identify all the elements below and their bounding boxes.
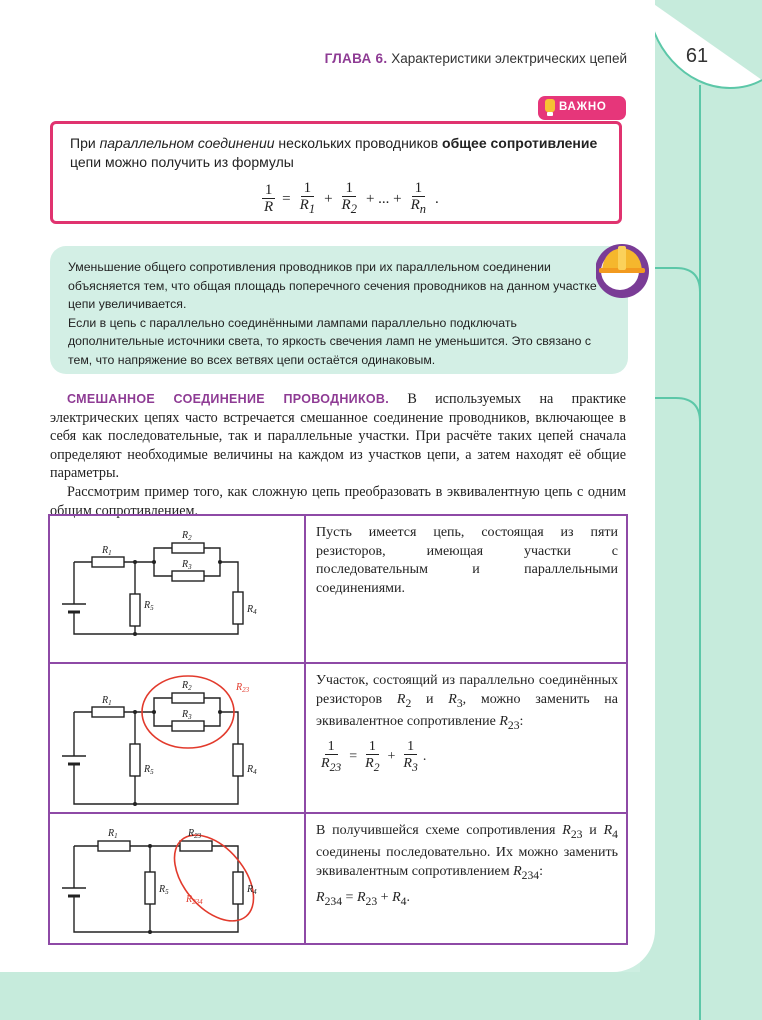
battery-icon [62,756,86,764]
label-r3: $R_3$ [182,559,192,571]
label-r1: $R_1$ [102,695,112,707]
subscript: 23 [365,894,378,908]
label-r3: $R_3$ [182,709,192,721]
symbol: R [499,713,508,729]
subscript: 23 [329,760,342,774]
symbol: R [316,890,325,906]
formula-operator: + [377,890,393,906]
fraction-numerator: 1 [366,739,379,755]
formula-fraction [297,181,318,218]
label-r5: $R_5$ [144,600,154,612]
label-r4: $R_4$ [247,884,257,896]
subscript: 1 [308,201,316,216]
symbol: R [603,823,613,838]
subscript: 2 [405,696,412,710]
formula-operator: = [282,190,291,207]
fraction-denominator: R [365,756,374,772]
info-paragraph: Уменьшение общего сопротивления проводников при их параллельном соединении объясняется тем, что общая площадь поперечного сечения проводников на данном участке цепи увеличивается. [68,260,597,311]
fraction-denominator: R [341,196,351,213]
formula-operator: = [349,749,358,765]
fraction-numerator: 1 [342,181,356,197]
label-r5: $R_5$ [144,764,154,776]
fraction-numerator: 1 [325,739,338,755]
formula-operator: . [435,190,439,207]
page-number-tab [648,0,762,88]
text-part: : [539,863,543,879]
fraction-numerator: 1 [412,181,426,197]
text-part: и [411,691,449,707]
formula-operator: . [406,890,410,906]
subscript: 23 [570,827,583,841]
label-r1: $R_1$ [108,828,118,840]
label-r4: $R_4$ [247,764,257,776]
symbol: R [396,691,406,707]
fraction-denominator: R [403,756,412,772]
section-paragraph-text: В используемых на практике электрических цепях часто встречается смешанное соединение проводников, включающее в себя как последовательные, так и параллельные участки. При расчёте таких цепей сначала определяют необходимые величины на каждом из участков цепи, а затем находят её общие параметры. [50,391,626,482]
symbol: R [448,691,457,707]
section-heading: СМЕШАННОЕ СОЕДИНЕНИЕ ПРОВОДНИКОВ. [67,392,389,406]
formula-operator: + [324,190,333,207]
fraction-denominator: R [299,196,309,213]
battery-icon [62,888,86,896]
subscript: n [419,201,427,216]
subscript: 234 [521,868,540,882]
rule-text-part: нескольких проводников [274,135,443,151]
label-r23: $R_{23}$ [236,682,250,694]
label-r1: $R_1$ [102,545,112,557]
formula-operator: = [342,890,357,906]
chapter-header [282,51,627,66]
subscript: 4 [612,827,618,841]
label-r234: $R_{234}$ [186,894,203,906]
text-part: , можно заменить на эквивалентное сопротивление [316,691,619,729]
cell-divider [304,516,306,664]
important-badge-label: ВАЖНО [559,101,607,113]
fraction-denominator: R [321,756,330,772]
symbol: R [392,890,401,906]
page-number: 61 [685,45,709,67]
formula-operator: + ... + [365,190,402,207]
r234-formula [316,889,618,911]
label-r5: $R_5$ [159,884,169,896]
label-r4: $R_4$ [247,604,257,616]
section-paragraph [50,390,626,483]
table-row [48,514,628,664]
subscript: 3 [411,760,418,774]
info-box [50,246,628,374]
text-part: Участок, состоящий из параллельно соединённых резисторов [316,673,618,707]
label-r2: $R_2$ [182,680,192,692]
row-2-text [316,672,618,776]
battery-icon [62,604,86,612]
symbol: R [513,863,522,879]
timeline-branch [652,268,700,292]
circuit-table [48,514,628,945]
subscript: 4 [400,894,407,908]
circuit-diagram-r234 [50,814,302,944]
rule-text [70,134,610,172]
subscript: 2 [373,760,380,774]
fraction-denominator: R [410,196,420,213]
cell-divider [304,664,306,814]
formula-fraction [400,739,420,776]
formula-fraction [362,739,382,776]
formula-operator: . [422,749,427,765]
rule-text-part: цепи можно получить из формулы [70,154,294,170]
text-part: : [519,713,524,729]
timeline-branch [652,398,700,422]
chapter-title: Характеристики электрических цепей [391,51,627,66]
label-r2: $R_2$ [182,530,192,542]
formula-operator: + [387,749,396,765]
formula-fraction [408,181,429,218]
text-part: В получившейся схеме сопротивления [316,823,563,838]
rule-text-part: При [70,135,100,151]
section-body [50,390,626,520]
circuit-diagram-r23 [50,664,302,814]
subscript: 2 [350,201,357,216]
subscript: 23 [507,718,520,732]
table-row [48,662,628,814]
important-rule-box [50,121,622,224]
rule-text-bold: общее сопротивление [442,135,598,151]
info-paragraph: Если в цепь с параллельно соединёнными лампами параллельно подключать дополнительные источники света, то яркость свечения ламп не уменьшится. Это связано с тем, что напряжение во всех ветвях цепи остаётся одинаковым. [68,315,592,367]
fraction-numerator: 1 [262,183,276,199]
table-row [48,812,628,945]
lightbulb-icon [543,98,557,118]
subscript: 3 [456,696,463,710]
highlight-ellipse [159,820,269,935]
r23-formula [316,739,618,776]
section-paragraph: Рассмотрим пример того, как сложную цепь преобразовать в эквивалентную цепь с одним общим сопротивлением. [50,483,626,519]
circuit-diagram-full [50,516,302,664]
fraction-numerator: 1 [404,739,417,755]
row-3-text [316,822,618,911]
hard-hat-icon [596,238,656,304]
formula-fraction [339,181,360,218]
symbol: R [562,823,571,838]
parallel-resistance-formula [258,180,442,218]
important-badge [538,96,626,120]
cell-divider [304,814,306,943]
rule-text-italic: параллельном соединении [99,135,275,151]
symbol: R [356,890,366,906]
fraction-numerator: 1 [301,181,315,197]
info-text [68,258,608,369]
row-1-text: Пусть имеется цепь, состоящая из пяти резисторов, имеющая участки с последовательным и параллельными соединениями. [316,525,618,596]
subscript: 234 [324,894,343,908]
formula-fraction [318,739,344,776]
formula-fraction [261,183,276,216]
text-part: и [582,823,604,838]
fraction-denominator: R [264,198,274,215]
text-part: соединены последовательно. Их можно заменить эквивалентным сопротивлением [316,845,618,879]
chapter-label: ГЛАВА 6. [324,51,388,66]
label-r23: $R_{23}$ [188,828,202,840]
